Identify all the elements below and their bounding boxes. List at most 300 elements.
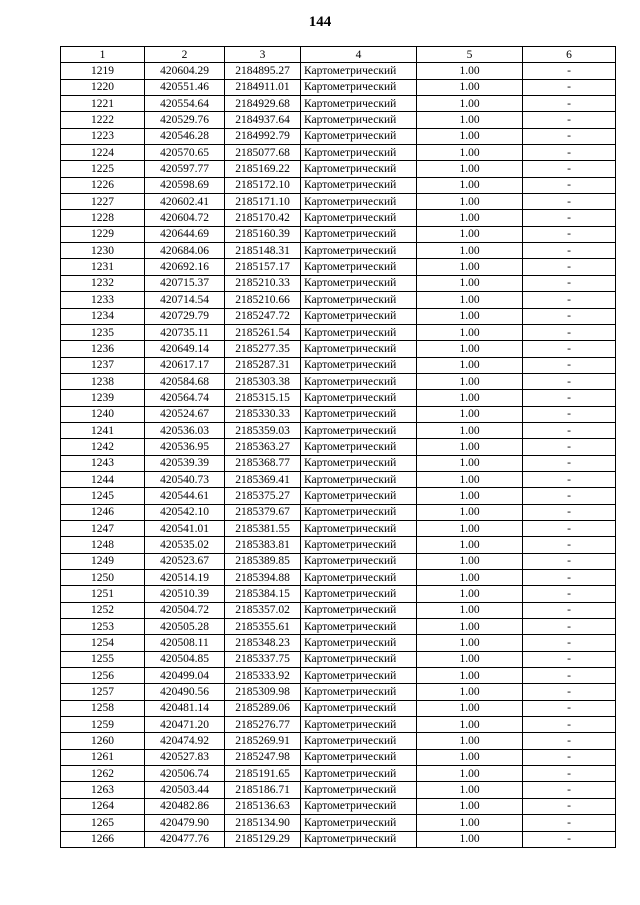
cell-accuracy: 1.00 xyxy=(417,782,523,798)
cell-point-number: 1244 xyxy=(61,471,145,487)
header-cell-x: 2 xyxy=(145,47,225,63)
cell-method: Картометрический xyxy=(301,602,417,618)
cell-accuracy: 1.00 xyxy=(417,308,523,324)
cell-x: 420504.85 xyxy=(145,651,225,667)
cell-y: 2185384.15 xyxy=(225,586,301,602)
cell-point-number: 1242 xyxy=(61,439,145,455)
cell-accuracy: 1.00 xyxy=(417,341,523,357)
cell-accuracy: 1.00 xyxy=(417,128,523,144)
coordinates-table xyxy=(60,46,616,848)
cell-method: Картометрический xyxy=(301,619,417,635)
table-row xyxy=(61,831,616,847)
cell-y: 2185363.27 xyxy=(225,439,301,455)
cell-point-number: 1252 xyxy=(61,602,145,618)
cell-y: 2185394.88 xyxy=(225,570,301,586)
cell-accuracy: 1.00 xyxy=(417,684,523,700)
table-row xyxy=(61,341,616,357)
cell-x: 420510.39 xyxy=(145,586,225,602)
cell-y: 2185348.23 xyxy=(225,635,301,651)
cell-description: - xyxy=(523,357,616,373)
cell-description: - xyxy=(523,112,616,128)
cell-description: - xyxy=(523,128,616,144)
cell-accuracy: 1.00 xyxy=(417,63,523,79)
cell-y: 2185289.06 xyxy=(225,700,301,716)
cell-method: Картометрический xyxy=(301,357,417,373)
cell-accuracy: 1.00 xyxy=(417,292,523,308)
table-row xyxy=(61,210,616,226)
cell-x: 420524.67 xyxy=(145,406,225,422)
cell-description: - xyxy=(523,439,616,455)
cell-y: 2185368.77 xyxy=(225,455,301,471)
cell-method: Картометрический xyxy=(301,275,417,291)
cell-method: Картометрический xyxy=(301,422,417,438)
cell-description: - xyxy=(523,63,616,79)
cell-description: - xyxy=(523,243,616,259)
cell-accuracy: 1.00 xyxy=(417,112,523,128)
table-body xyxy=(61,63,616,848)
cell-description: - xyxy=(523,390,616,406)
cell-x: 420542.10 xyxy=(145,504,225,520)
table-row xyxy=(61,749,616,765)
cell-y: 2185129.29 xyxy=(225,831,301,847)
cell-y: 2185170.42 xyxy=(225,210,301,226)
cell-description: - xyxy=(523,602,616,618)
cell-y: 2184992.79 xyxy=(225,128,301,144)
cell-x: 420482.86 xyxy=(145,798,225,814)
cell-description: - xyxy=(523,733,616,749)
cell-y: 2185359.03 xyxy=(225,422,301,438)
cell-x: 420539.39 xyxy=(145,455,225,471)
cell-method: Картометрический xyxy=(301,504,417,520)
cell-point-number: 1232 xyxy=(61,275,145,291)
cell-method: Картометрический xyxy=(301,308,417,324)
cell-description: - xyxy=(523,406,616,422)
cell-accuracy: 1.00 xyxy=(417,177,523,193)
cell-accuracy: 1.00 xyxy=(417,668,523,684)
cell-x: 420602.41 xyxy=(145,194,225,210)
cell-x: 420735.11 xyxy=(145,324,225,340)
cell-accuracy: 1.00 xyxy=(417,733,523,749)
cell-accuracy: 1.00 xyxy=(417,422,523,438)
cell-accuracy: 1.00 xyxy=(417,700,523,716)
cell-description: - xyxy=(523,210,616,226)
cell-accuracy: 1.00 xyxy=(417,586,523,602)
cell-y: 2185276.77 xyxy=(225,717,301,733)
cell-point-number: 1230 xyxy=(61,243,145,259)
cell-description: - xyxy=(523,79,616,95)
cell-method: Картометрический xyxy=(301,471,417,487)
cell-accuracy: 1.00 xyxy=(417,455,523,471)
cell-x: 420584.68 xyxy=(145,373,225,389)
cell-y: 2185389.85 xyxy=(225,553,301,569)
cell-x: 420490.56 xyxy=(145,684,225,700)
table-header-row xyxy=(61,47,616,63)
cell-point-number: 1231 xyxy=(61,259,145,275)
cell-method: Картометрический xyxy=(301,815,417,831)
cell-accuracy: 1.00 xyxy=(417,651,523,667)
table-row xyxy=(61,537,616,553)
cell-y: 2185247.98 xyxy=(225,749,301,765)
table-row xyxy=(61,668,616,684)
table-row xyxy=(61,815,616,831)
table-row xyxy=(61,700,616,716)
cell-y: 2184911.01 xyxy=(225,79,301,95)
cell-accuracy: 1.00 xyxy=(417,259,523,275)
cell-y: 2185287.31 xyxy=(225,357,301,373)
cell-x: 420477.76 xyxy=(145,831,225,847)
table-row xyxy=(61,619,616,635)
cell-description: - xyxy=(523,815,616,831)
table-row xyxy=(61,520,616,536)
cell-description: - xyxy=(523,96,616,112)
table-row xyxy=(61,733,616,749)
cell-x: 420649.14 xyxy=(145,341,225,357)
table-row xyxy=(61,586,616,602)
table-row xyxy=(61,455,616,471)
cell-x: 420684.06 xyxy=(145,243,225,259)
table-row xyxy=(61,112,616,128)
cell-description: - xyxy=(523,798,616,814)
cell-method: Картометрический xyxy=(301,635,417,651)
cell-x: 420544.61 xyxy=(145,488,225,504)
cell-method: Картометрический xyxy=(301,63,417,79)
cell-method: Картометрический xyxy=(301,439,417,455)
cell-method: Картометрический xyxy=(301,145,417,161)
cell-point-number: 1224 xyxy=(61,145,145,161)
cell-y: 2185169.22 xyxy=(225,161,301,177)
cell-x: 420604.72 xyxy=(145,210,225,226)
cell-accuracy: 1.00 xyxy=(417,243,523,259)
cell-description: - xyxy=(523,537,616,553)
cell-method: Картометрический xyxy=(301,537,417,553)
table-row xyxy=(61,782,616,798)
cell-description: - xyxy=(523,668,616,684)
cell-accuracy: 1.00 xyxy=(417,635,523,651)
cell-method: Картометрический xyxy=(301,831,417,847)
cell-description: - xyxy=(523,292,616,308)
cell-y: 2185148.31 xyxy=(225,243,301,259)
cell-description: - xyxy=(523,749,616,765)
cell-x: 420617.17 xyxy=(145,357,225,373)
table-row xyxy=(61,570,616,586)
table-row xyxy=(61,79,616,95)
cell-description: - xyxy=(523,308,616,324)
cell-y: 2185172.10 xyxy=(225,177,301,193)
cell-accuracy: 1.00 xyxy=(417,324,523,340)
cell-description: - xyxy=(523,488,616,504)
cell-description: - xyxy=(523,570,616,586)
cell-description: - xyxy=(523,831,616,847)
table-row xyxy=(61,308,616,324)
cell-x: 420551.46 xyxy=(145,79,225,95)
cell-point-number: 1236 xyxy=(61,341,145,357)
cell-description: - xyxy=(523,635,616,651)
cell-accuracy: 1.00 xyxy=(417,161,523,177)
cell-point-number: 1233 xyxy=(61,292,145,308)
cell-point-number: 1248 xyxy=(61,537,145,553)
table-row xyxy=(61,651,616,667)
cell-description: - xyxy=(523,194,616,210)
cell-y: 2185247.72 xyxy=(225,308,301,324)
cell-description: - xyxy=(523,259,616,275)
cell-x: 420692.16 xyxy=(145,259,225,275)
cell-method: Картометрический xyxy=(301,717,417,733)
cell-x: 420554.64 xyxy=(145,96,225,112)
cell-description: - xyxy=(523,766,616,782)
cell-accuracy: 1.00 xyxy=(417,553,523,569)
cell-description: - xyxy=(523,177,616,193)
cell-y: 2185077.68 xyxy=(225,145,301,161)
cell-description: - xyxy=(523,341,616,357)
table-row xyxy=(61,717,616,733)
cell-point-number: 1245 xyxy=(61,488,145,504)
cell-method: Картометрический xyxy=(301,488,417,504)
cell-point-number: 1260 xyxy=(61,733,145,749)
cell-method: Картометрический xyxy=(301,520,417,536)
cell-y: 2185134.90 xyxy=(225,815,301,831)
cell-y: 2185269.91 xyxy=(225,733,301,749)
cell-accuracy: 1.00 xyxy=(417,520,523,536)
cell-description: - xyxy=(523,226,616,242)
cell-accuracy: 1.00 xyxy=(417,275,523,291)
cell-description: - xyxy=(523,275,616,291)
cell-x: 420564.74 xyxy=(145,390,225,406)
cell-point-number: 1259 xyxy=(61,717,145,733)
cell-point-number: 1262 xyxy=(61,766,145,782)
cell-description: - xyxy=(523,619,616,635)
table-row xyxy=(61,553,616,569)
cell-accuracy: 1.00 xyxy=(417,766,523,782)
table-row xyxy=(61,471,616,487)
cell-description: - xyxy=(523,504,616,520)
cell-method: Картометрический xyxy=(301,455,417,471)
cell-description: - xyxy=(523,553,616,569)
cell-method: Картометрический xyxy=(301,79,417,95)
table-row xyxy=(61,504,616,520)
cell-accuracy: 1.00 xyxy=(417,749,523,765)
cell-description: - xyxy=(523,717,616,733)
table-row xyxy=(61,324,616,340)
cell-method: Картометрический xyxy=(301,161,417,177)
cell-point-number: 1240 xyxy=(61,406,145,422)
cell-description: - xyxy=(523,782,616,798)
cell-x: 420729.79 xyxy=(145,308,225,324)
cell-y: 2185191.65 xyxy=(225,766,301,782)
cell-y: 2185277.35 xyxy=(225,341,301,357)
cell-y: 2185369.41 xyxy=(225,471,301,487)
cell-x: 420541.01 xyxy=(145,520,225,536)
table-row xyxy=(61,275,616,291)
cell-method: Картометрический xyxy=(301,324,417,340)
cell-point-number: 1237 xyxy=(61,357,145,373)
cell-method: Картометрический xyxy=(301,243,417,259)
cell-y: 2185160.39 xyxy=(225,226,301,242)
cell-accuracy: 1.00 xyxy=(417,798,523,814)
cell-point-number: 1265 xyxy=(61,815,145,831)
cell-accuracy: 1.00 xyxy=(417,373,523,389)
cell-point-number: 1226 xyxy=(61,177,145,193)
table-row xyxy=(61,63,616,79)
cell-description: - xyxy=(523,586,616,602)
cell-y: 2185333.92 xyxy=(225,668,301,684)
cell-method: Картометрический xyxy=(301,406,417,422)
cell-y: 2185171.10 xyxy=(225,194,301,210)
cell-description: - xyxy=(523,145,616,161)
cell-accuracy: 1.00 xyxy=(417,357,523,373)
cell-accuracy: 1.00 xyxy=(417,815,523,831)
cell-method: Картометрический xyxy=(301,226,417,242)
cell-x: 420523.67 xyxy=(145,553,225,569)
cell-point-number: 1229 xyxy=(61,226,145,242)
cell-y: 2185309.98 xyxy=(225,684,301,700)
cell-x: 420471.20 xyxy=(145,717,225,733)
cell-point-number: 1253 xyxy=(61,619,145,635)
cell-method: Картометрический xyxy=(301,341,417,357)
cell-accuracy: 1.00 xyxy=(417,717,523,733)
cell-point-number: 1221 xyxy=(61,96,145,112)
table-row xyxy=(61,390,616,406)
header-cell-point-number: 1 xyxy=(61,47,145,63)
cell-x: 420529.76 xyxy=(145,112,225,128)
cell-method: Картометрический xyxy=(301,586,417,602)
cell-description: - xyxy=(523,455,616,471)
cell-point-number: 1243 xyxy=(61,455,145,471)
cell-point-number: 1238 xyxy=(61,373,145,389)
table-row xyxy=(61,161,616,177)
cell-x: 420546.28 xyxy=(145,128,225,144)
cell-point-number: 1247 xyxy=(61,520,145,536)
table-row xyxy=(61,145,616,161)
cell-point-number: 1234 xyxy=(61,308,145,324)
cell-x: 420604.29 xyxy=(145,63,225,79)
cell-y: 2185330.33 xyxy=(225,406,301,422)
cell-x: 420540.73 xyxy=(145,471,225,487)
cell-x: 420474.92 xyxy=(145,733,225,749)
cell-y: 2185315.15 xyxy=(225,390,301,406)
cell-y: 2185357.02 xyxy=(225,602,301,618)
cell-point-number: 1254 xyxy=(61,635,145,651)
cell-point-number: 1249 xyxy=(61,553,145,569)
cell-accuracy: 1.00 xyxy=(417,570,523,586)
cell-description: - xyxy=(523,324,616,340)
cell-method: Картометрический xyxy=(301,749,417,765)
cell-description: - xyxy=(523,373,616,389)
table-row xyxy=(61,635,616,651)
cell-point-number: 1239 xyxy=(61,390,145,406)
cell-y: 2185355.61 xyxy=(225,619,301,635)
cell-accuracy: 1.00 xyxy=(417,406,523,422)
cell-description: - xyxy=(523,161,616,177)
cell-y: 2185381.55 xyxy=(225,520,301,536)
cell-x: 420598.69 xyxy=(145,177,225,193)
cell-x: 420499.04 xyxy=(145,668,225,684)
cell-method: Картометрический xyxy=(301,668,417,684)
cell-accuracy: 1.00 xyxy=(417,194,523,210)
cell-method: Картометрический xyxy=(301,177,417,193)
cell-point-number: 1257 xyxy=(61,684,145,700)
cell-point-number: 1241 xyxy=(61,422,145,438)
cell-point-number: 1220 xyxy=(61,79,145,95)
cell-point-number: 1256 xyxy=(61,668,145,684)
table-row xyxy=(61,259,616,275)
header-cell-description: 6 xyxy=(523,47,616,63)
cell-y: 2184937.64 xyxy=(225,112,301,128)
cell-accuracy: 1.00 xyxy=(417,439,523,455)
cell-y: 2184895.27 xyxy=(225,63,301,79)
cell-x: 420536.03 xyxy=(145,422,225,438)
table-row xyxy=(61,128,616,144)
cell-accuracy: 1.00 xyxy=(417,390,523,406)
cell-method: Картометрический xyxy=(301,112,417,128)
cell-accuracy: 1.00 xyxy=(417,96,523,112)
table-row xyxy=(61,766,616,782)
cell-method: Картометрический xyxy=(301,700,417,716)
cell-x: 420514.19 xyxy=(145,570,225,586)
cell-x: 420479.90 xyxy=(145,815,225,831)
cell-x: 420644.69 xyxy=(145,226,225,242)
cell-description: - xyxy=(523,684,616,700)
cell-method: Картометрический xyxy=(301,390,417,406)
header-cell-method: 4 xyxy=(301,47,417,63)
cell-method: Картометрический xyxy=(301,194,417,210)
cell-point-number: 1222 xyxy=(61,112,145,128)
cell-point-number: 1261 xyxy=(61,749,145,765)
table-row xyxy=(61,243,616,259)
cell-description: - xyxy=(523,422,616,438)
cell-method: Картометрический xyxy=(301,570,417,586)
cell-y: 2185375.27 xyxy=(225,488,301,504)
cell-method: Картометрический xyxy=(301,259,417,275)
cell-method: Картометрический xyxy=(301,684,417,700)
cell-y: 2185157.17 xyxy=(225,259,301,275)
cell-x: 420714.54 xyxy=(145,292,225,308)
cell-x: 420506.74 xyxy=(145,766,225,782)
cell-description: - xyxy=(523,520,616,536)
cell-x: 420536.95 xyxy=(145,439,225,455)
table-row xyxy=(61,194,616,210)
cell-y: 2185136.63 xyxy=(225,798,301,814)
table-row xyxy=(61,684,616,700)
table-row xyxy=(61,226,616,242)
cell-x: 420535.02 xyxy=(145,537,225,553)
cell-point-number: 1227 xyxy=(61,194,145,210)
cell-point-number: 1251 xyxy=(61,586,145,602)
cell-y: 2185383.81 xyxy=(225,537,301,553)
cell-x: 420508.11 xyxy=(145,635,225,651)
cell-x: 420527.83 xyxy=(145,749,225,765)
cell-y: 2185210.66 xyxy=(225,292,301,308)
table-row xyxy=(61,439,616,455)
cell-accuracy: 1.00 xyxy=(417,504,523,520)
table-row xyxy=(61,357,616,373)
table-row xyxy=(61,292,616,308)
cell-x: 420481.14 xyxy=(145,700,225,716)
cell-x: 420503.44 xyxy=(145,782,225,798)
cell-description: - xyxy=(523,700,616,716)
cell-accuracy: 1.00 xyxy=(417,145,523,161)
cell-y: 2185261.54 xyxy=(225,324,301,340)
cell-accuracy: 1.00 xyxy=(417,226,523,242)
cell-method: Картометрический xyxy=(301,782,417,798)
cell-point-number: 1264 xyxy=(61,798,145,814)
cell-point-number: 1250 xyxy=(61,570,145,586)
cell-accuracy: 1.00 xyxy=(417,488,523,504)
cell-y: 2185303.38 xyxy=(225,373,301,389)
cell-point-number: 1219 xyxy=(61,63,145,79)
cell-x: 420597.77 xyxy=(145,161,225,177)
cell-point-number: 1225 xyxy=(61,161,145,177)
cell-y: 2185186.71 xyxy=(225,782,301,798)
